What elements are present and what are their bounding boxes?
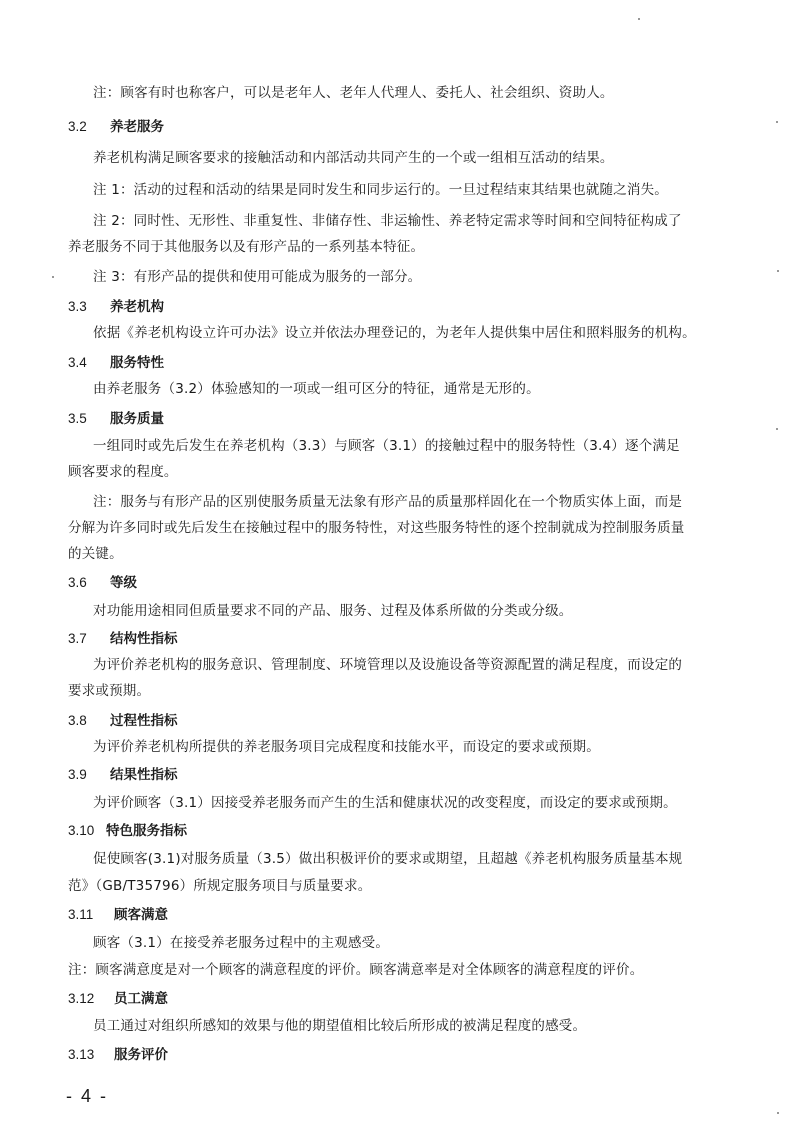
- term-number: 3.7: [68, 631, 87, 646]
- term-number: 3.13: [68, 1047, 95, 1062]
- term-3-2-note-3: 注 3：有形产品的提供和使用可能成为服务的一部分。: [93, 269, 422, 285]
- term-3-5-definition-cont: 顾客要求的程度。: [68, 464, 178, 480]
- term-title: 员工满意: [114, 991, 168, 1007]
- term-3-6-heading: [68, 574, 137, 592]
- term-3-8-definition: 为评价养老机构所提供的养老服务项目完成程度和技能水平，而设定的要求或预期。: [93, 739, 600, 755]
- term-3-3-definition: 依据《养老机构设立许可办法》设立并依法办理登记的，为老年人提供集中居住和照料服务的机构。: [93, 325, 696, 341]
- scan-speck: [776, 428, 778, 430]
- term-number: 3.2: [68, 119, 87, 134]
- term-3-3-heading: [68, 298, 164, 316]
- term-title: 等级: [110, 575, 137, 591]
- term-3-2-note-2-cont: 养老服务不同于其他服务以及有形产品的一系列基本特征。: [68, 239, 425, 255]
- term-title: 特色服务指标: [106, 823, 187, 839]
- term-3-5-note: 注：服务与有形产品的区别使服务质量无法象有形产品的质量那样固化在一个物质实体上面，而是: [93, 494, 683, 510]
- term-3-2-definition: 养老机构满足顾客要求的接触活动和内部活动共同产生的一个或一组相互活动的结果。: [93, 150, 614, 166]
- page-number: - 4 -: [66, 1086, 109, 1106]
- term-title: 养老服务: [110, 119, 164, 135]
- term-number: 3.5: [68, 411, 87, 426]
- term-number: 3.3: [68, 299, 87, 314]
- term-3-12-heading: [68, 990, 168, 1008]
- term-3-4-definition: 由养老服务（3.2）体验感知的一项或一组可区分的特征，通常是无形的。: [93, 381, 540, 397]
- term-3-10-heading: [68, 822, 187, 840]
- term-title: 服务特性: [110, 355, 164, 371]
- term-3-11-definition: 顾客（3.1）在接受养老服务过程中的主观感受。: [93, 935, 390, 951]
- term-3-5-definition: 一组同时或先后发生在养老机构（3.3）与顾客（3.1）的接触过程中的服务特性（3.4）逐个满足: [93, 438, 680, 454]
- term-3-13-heading: [68, 1046, 168, 1064]
- scan-speck: [776, 121, 778, 123]
- term-3-5-note-end: 的关键。: [68, 546, 123, 562]
- term-number: 3.9: [68, 767, 87, 782]
- term-title: 养老机构: [110, 299, 164, 315]
- term-3-10-definition: 促使顾客(3.1)对服务质量（3.5）做出积极评价的要求或期望，且超越《养老机构服务质量基本规: [93, 851, 683, 867]
- term-3-2-heading: [68, 118, 164, 136]
- term-title: 过程性指标: [110, 713, 178, 729]
- term-3-9-definition: 为评价顾客（3.1）因接受养老服务而产生的生活和健康状况的改变程度，而设定的要求或预期。: [93, 795, 677, 811]
- term-3-5-note-cont: 分解为许多同时或先后发生在接触过程中的服务特性，对这些服务特性的逐个控制就成为控制服务质量: [68, 520, 685, 536]
- term-number: 3.11: [68, 907, 94, 922]
- term-3-7-definition: 为评价养老机构的服务意识、管理制度、环境管理以及设施设备等资源配置的满足程度，而设定的: [93, 657, 683, 673]
- term-3-11-heading: [68, 906, 168, 924]
- term-3-5-heading: [68, 410, 164, 428]
- term-number: 3.8: [68, 713, 87, 728]
- scan-speck: [777, 1112, 779, 1114]
- scan-speck: [52, 276, 54, 278]
- term-number: 3.10: [68, 823, 95, 838]
- term-3-12-definition: 员工通过对组织所感知的效果与他的期望值相比较后所形成的被满足程度的感受。: [93, 1018, 587, 1034]
- term-3-7-definition-cont: 要求或预期。: [68, 683, 151, 699]
- scan-speck: [638, 18, 640, 20]
- term-number: 3.12: [68, 991, 95, 1006]
- term-title: 服务质量: [110, 411, 164, 427]
- term-3-4-heading: [68, 354, 164, 372]
- term-3-11-note: 注：顾客满意度是对一个顾客的满意程度的评价。顾客满意率是对全体顾客的满意程度的评价。: [68, 962, 644, 978]
- term-number: 3.6: [68, 575, 87, 590]
- term-title: 顾客满意: [114, 907, 168, 923]
- term-3-2-note-2: 注 2：同时性、无形性、非重复性、非储存性、非运输性、养老特定需求等时间和空间特征构成了: [93, 213, 682, 229]
- note-customer: 注：顾客有时也称客户，可以是老年人、老年人代理人、委托人、社会组织、资助人。: [93, 85, 614, 101]
- term-title: 服务评价: [114, 1047, 168, 1063]
- scan-speck: [777, 270, 779, 272]
- term-3-6-definition: 对功能用途相同但质量要求不同的产品、服务、过程及体系所做的分类或分级。: [93, 603, 573, 619]
- term-3-2-note-1: 注 1：活动的过程和活动的结果是同时发生和同步运行的。一旦过程结束其结果也就随之消失。: [93, 182, 668, 198]
- term-3-7-heading: [68, 630, 178, 648]
- term-title: 结构性指标: [110, 631, 178, 647]
- term-number: 3.4: [68, 355, 87, 370]
- term-3-9-heading: [68, 766, 178, 784]
- term-3-10-definition-cont: 范》（GB/T35796）所规定服务项目与质量要求。: [68, 878, 372, 894]
- term-3-8-heading: [68, 712, 178, 730]
- term-title: 结果性指标: [110, 767, 178, 783]
